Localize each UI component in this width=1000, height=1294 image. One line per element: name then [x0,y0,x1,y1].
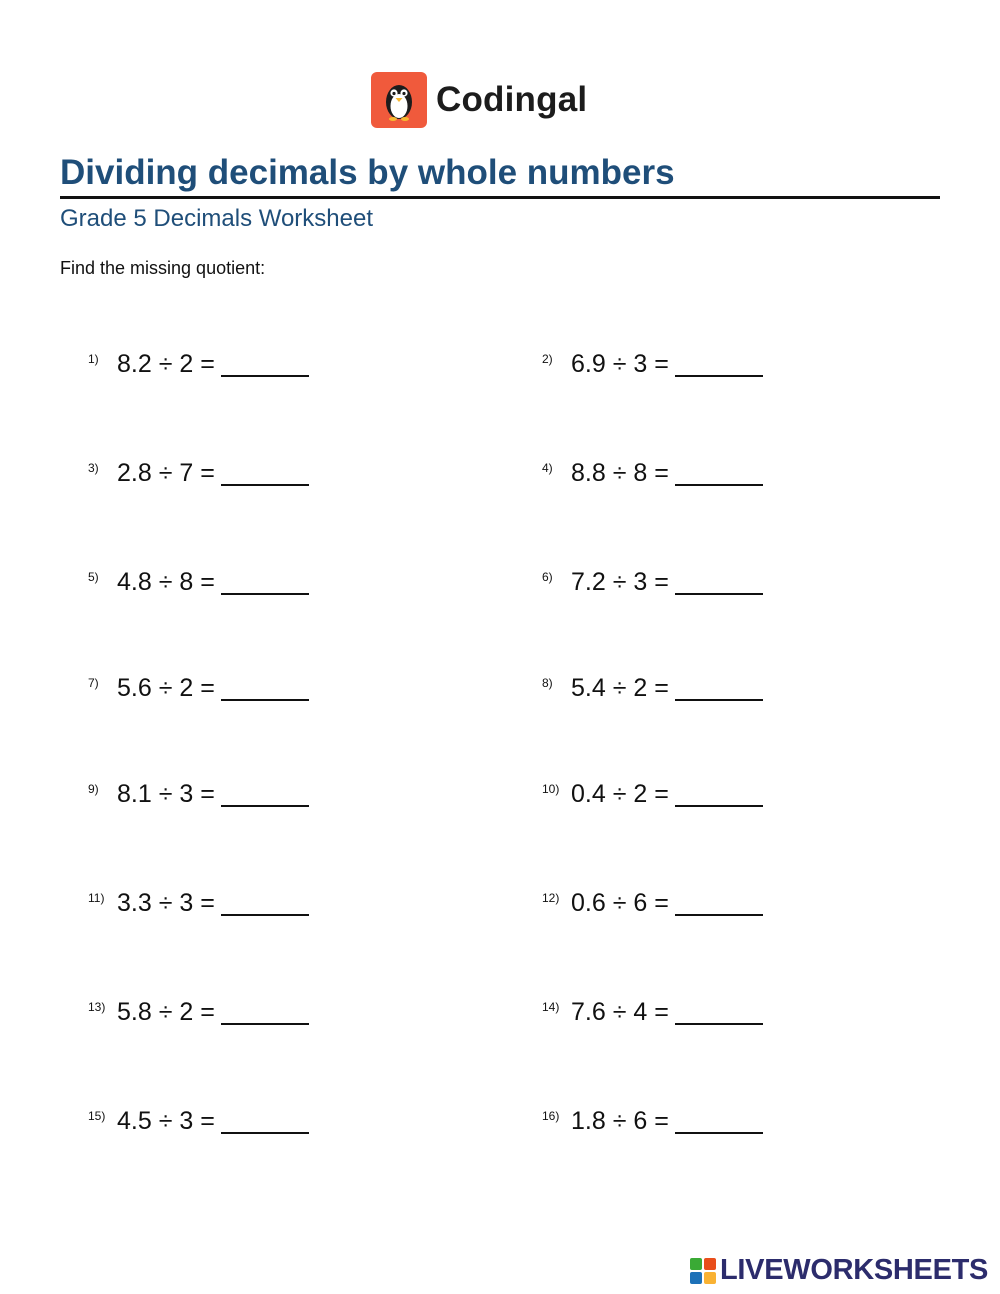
problem-expression: 8.2 ÷ 2 = [117,350,215,378]
problem-expression: 3.3 ÷ 3 = [117,889,215,917]
problem-number: 13) [88,1000,106,1014]
problem-expression: 4.8 ÷ 8 = [117,568,215,596]
answer-blank[interactable] [675,779,763,807]
liveworksheets-footer[interactable] [690,1254,988,1287]
problem-number: 9) [88,782,99,796]
problem-3 [88,458,309,494]
answer-blank[interactable] [221,779,309,807]
problem-number: 4) [542,461,553,475]
problem-expression: 0.6 ÷ 6 = [571,889,669,917]
problem-number: 1) [88,352,99,366]
answer-blank[interactable] [221,1106,309,1134]
problem-expression: 5.6 ÷ 2 = [117,674,215,702]
problem-expression: 7.2 ÷ 3 = [571,568,669,596]
worksheet-title: Dividing decimals by whole numbers [60,152,940,199]
problem-13 [88,997,309,1033]
problem-number: 8) [542,676,553,690]
problem-number: 10) [542,782,560,796]
problem-11 [88,888,309,924]
problem-16 [542,1106,763,1142]
problem-12 [542,888,763,924]
problem-expression: 8.8 ÷ 8 = [571,459,669,487]
problem-expression: 5.4 ÷ 2 = [571,674,669,702]
answer-blank[interactable] [675,673,763,701]
answer-blank[interactable] [675,1106,763,1134]
problem-15 [88,1106,309,1142]
answer-blank[interactable] [221,458,309,486]
answer-blank[interactable] [221,997,309,1025]
problem-number: 11) [88,891,105,905]
problem-14 [542,997,763,1033]
problem-number: 12) [542,891,560,905]
liveworksheets-brand: LIVEWORKSHEETS [720,1254,989,1286]
problem-4 [542,458,763,494]
answer-blank[interactable] [675,997,763,1025]
problem-number: 3) [88,461,99,475]
problem-number: 2) [542,352,553,366]
problem-expression: 1.8 ÷ 6 = [571,1107,669,1135]
problem-2 [542,349,763,385]
problem-5 [88,567,309,603]
problem-expression: 2.8 ÷ 7 = [117,459,215,487]
answer-blank[interactable] [675,567,763,595]
answer-blank[interactable] [675,349,763,377]
answer-blank[interactable] [221,349,309,377]
answer-blank[interactable] [675,458,763,486]
problem-expression: 7.6 ÷ 4 = [571,998,669,1026]
liveworksheets-icon [690,1258,716,1284]
problem-expression: 4.5 ÷ 3 = [117,1107,215,1135]
problem-number: 5) [88,570,99,584]
worksheet-subtitle: Grade 5 Decimals Worksheet [60,205,374,232]
problem-number: 6) [542,570,553,584]
problem-7 [88,673,309,709]
problem-number: 14) [542,1000,560,1014]
problem-number: 16) [542,1109,560,1123]
problem-expression: 8.1 ÷ 3 = [117,780,215,808]
problem-expression: 0.4 ÷ 2 = [571,780,669,808]
answer-blank[interactable] [221,888,309,916]
problem-number: 15) [88,1109,106,1123]
problem-9 [88,779,309,815]
problem-8 [542,673,763,709]
worksheet-instructions: Find the missing quotient: [60,258,266,278]
problem-6 [542,567,763,603]
problem-expression: 6.9 ÷ 3 = [571,350,669,378]
problem-1 [88,349,309,385]
answer-blank[interactable] [221,673,309,701]
problem-number: 7) [88,676,99,690]
brand-name: Codingal [436,79,588,119]
problem-expression: 5.8 ÷ 2 = [117,998,215,1026]
answer-blank[interactable] [675,888,763,916]
problem-10 [542,779,763,815]
answer-blank[interactable] [221,567,309,595]
